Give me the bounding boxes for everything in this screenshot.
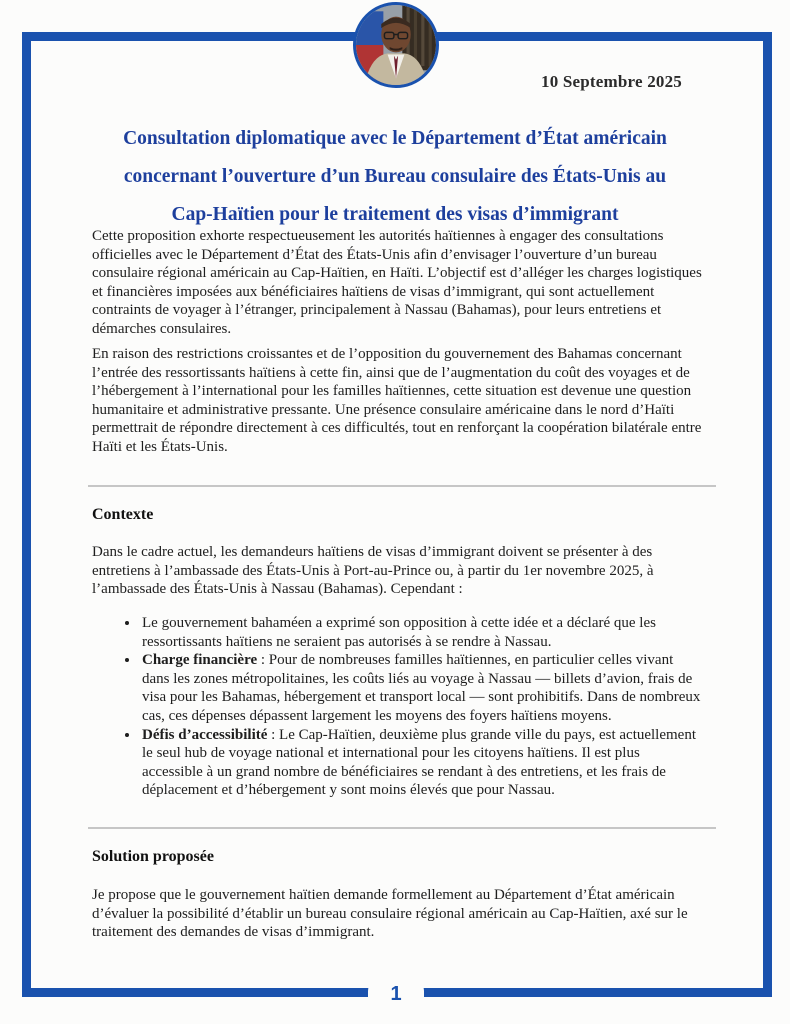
solution-paragraph: Je propose que le gouvernement haïtien demande formellement au Département d’État américain d’évaluer la possibilité d’établir un bureau consulaire régional américain au Cap-Haïtien, axé sur le traitement des demandes de visas d’immigrant.: [92, 887, 688, 941]
list-item: [140, 614, 704, 651]
contexte-paragraph: Dans le cadre actuel, les demandeurs haïtiens de visas d’immigrant doivent se présenter à des entretiens à l’ambassade des États-Unis à Port-au-Prince ou, à partir du 1er novembre 2025, à l’ambassade des États-Unis à Nassau (Bahamas). Cependant :: [92, 544, 654, 598]
bullet-text: Le gouvernement bahaméen a exprimé son opposition à cette idée et a déclaré que les ressortissants haïtiens ne seraient pas autorisés à se rendre à Nassau.: [142, 615, 656, 650]
bullet-bold-lead: Défis d’accessibilité: [142, 726, 268, 743]
section-heading-contexte: Contexte: [92, 506, 154, 523]
bullet-text: : Pour de nombreuses familles haïtiennes, en particulier celles vivant dans les zones métropolitaines, les coûts liés au voyage à Nassau — billets d’avion, frais de visa pour les Bahamas, hébergement et transport local — sont prohibitifs. Dans de nombreux cas, ces dépenses dépassent largement les moyens des foyers haïtiens moyens.: [142, 652, 701, 724]
intro-paragraph-1: Cette proposition exhorte respectueusement les autorités haïtiennes à engager des consultations officielles avec le Département d’État des États-Unis afin d’envisager l’ouverture d’un bureau consulaire régional américain au Cap-Haïtien, en Haïti. L’objectif est d’alléger les charges logistiques et financières imposées aux bénéficiaires haïtiens de visas d’immigrant, qui sont actuellement contraints de voyager à l’étranger, principalement à Nassau (Bahamas), pour leurs entretiens et démarches consulaires.: [92, 228, 702, 337]
section-divider: [88, 827, 716, 829]
title-line-1: Consultation diplomatique avec le Département d’État américain: [123, 128, 667, 149]
contexte-bullet-list: [92, 614, 704, 800]
title-line-2: concernant l’ouverture d’un Bureau consulaire des États-Unis au: [123, 166, 667, 187]
list-item: [140, 651, 704, 725]
bullet-text: : Le Cap-Haïtien, deuxième plus grande ville du pays, est actuellement le seul hub de voyage national et international pour les citoyens haïtiens. Il est plus accessible à un grand nombre de bénéficiaires se rendant à des entretiens, et les frais de déplacement et d’hébergement y sont moins élevés que pour Nassau.: [142, 726, 697, 799]
page-number-notch: [368, 979, 424, 1009]
document-title: [89, 120, 701, 234]
portrait-photo-icon: [353, 2, 439, 88]
section-heading-solution: Solution proposée: [92, 848, 214, 865]
title-line-3: Cap-Haïtien pour le traitement des visas d’immigrant: [171, 204, 619, 225]
page-number: 1: [390, 982, 402, 1005]
list-item: [140, 726, 704, 800]
intro-paragraph-2: En raison des restrictions croissantes et de l’opposition du gouvernement des Bahamas concernant l’entrée des ressortissants haïtiens à cette fin, ainsi que de l’augmentation du coût des voyages et de l’hébergement à l’international pour les familles haïtiennes, cette situation est devenue une question humanitaire et administrative pressante. Une présence consulaire américaine dans le nord d’Haïti permettrait de répondre directement à ces difficultés, tout en renforçant la coopération bilatérale entre Haïti et les États-Unis.: [92, 346, 702, 455]
section-divider: [88, 485, 716, 487]
document-date: 10 Septembre 2025: [541, 72, 682, 91]
bullet-bold-lead: Charge financière: [142, 652, 258, 669]
portrait-illustration: [356, 5, 436, 85]
